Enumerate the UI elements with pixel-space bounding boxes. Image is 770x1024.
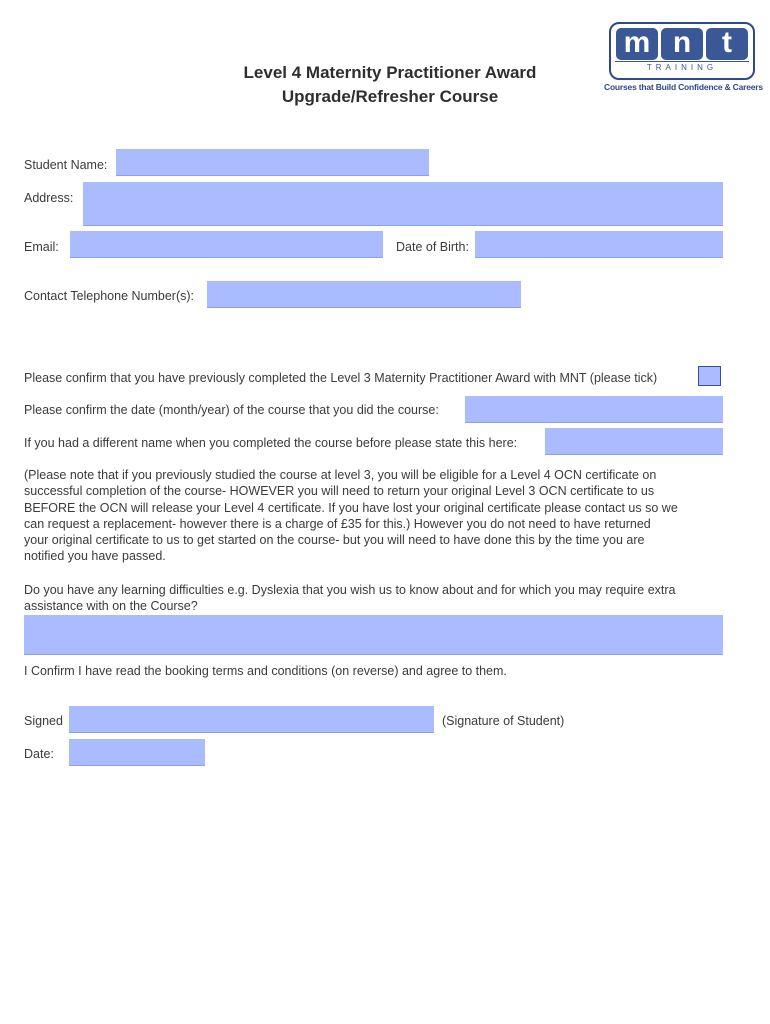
mnt-training-logo — [609, 22, 755, 80]
date-of-birth-field[interactable] — [475, 231, 723, 258]
signature-field[interactable] — [69, 706, 434, 733]
previous-name-label: If you had a different name when you completed the course before please state this here: — [24, 436, 518, 450]
student-name-label: Student Name: — [24, 158, 108, 172]
phone-field[interactable] — [207, 281, 521, 308]
logo-tagline: Courses that Build Confidence & Careers — [604, 82, 763, 92]
learning-difficulties-question: Do you have any learning difficulties e.g. Dyslexia that you wish us to know about and for which you may require extra assistance with on the Course? — [24, 583, 676, 614]
logo-training-band: TRAINING — [615, 61, 749, 74]
page-title: Level 4 Maternity Practitioner Award — [243, 63, 537, 82]
address-label: Address: — [24, 191, 74, 205]
date-of-birth-label: Date of Birth: — [396, 240, 469, 254]
terms-confirmation: I Confirm I have read the booking terms and conditions (on reverse) and agree to them. — [24, 664, 507, 678]
certificate-note: (Please note that if you previously studied the course at level 3, you will be eligible for a Level 4 OCN certificate on successful completion of the course- HOWEVER you will need to return your original Level 3 OCN certificate to us BEFORE the OCN will release your Level 4 certificate. If you have lost your original certificate please contact us so we can request a replacement- however there is a charge of £35 for this.) However you do not need to have returned your original certificate to us to get started on the course- but you will need to have done this by the time you are notified you have passed. — [24, 468, 678, 564]
previous-name-field[interactable] — [545, 428, 723, 455]
learning-difficulties-field[interactable] — [24, 615, 723, 655]
course-date-label: Please confirm the date (month/year) of the course that you did the course: — [24, 403, 439, 417]
completed-confirm-label: Please confirm that you have previously completed the Level 3 Maternity Practitioner Award with MNT (please tick) — [24, 371, 658, 385]
signature-caption: (Signature of Student) — [442, 714, 565, 728]
email-label: Email: — [24, 240, 59, 254]
student-name-field[interactable] — [116, 149, 429, 176]
signed-label: Signed — [24, 714, 63, 728]
completed-tick-checkbox[interactable] — [698, 366, 721, 386]
page-subtitle: Upgrade/Refresher Course — [281, 87, 499, 106]
logo-letter-m: m — [616, 28, 658, 60]
logo-letter-t: t — [706, 28, 748, 60]
address-field[interactable] — [83, 182, 723, 226]
email-field[interactable] — [70, 231, 383, 258]
date-label: Date: — [24, 747, 54, 761]
date-field[interactable] — [69, 739, 205, 766]
phone-label: Contact Telephone Number(s): — [24, 289, 194, 303]
logo-letter-n: n — [661, 28, 703, 60]
course-date-field[interactable] — [465, 396, 723, 423]
